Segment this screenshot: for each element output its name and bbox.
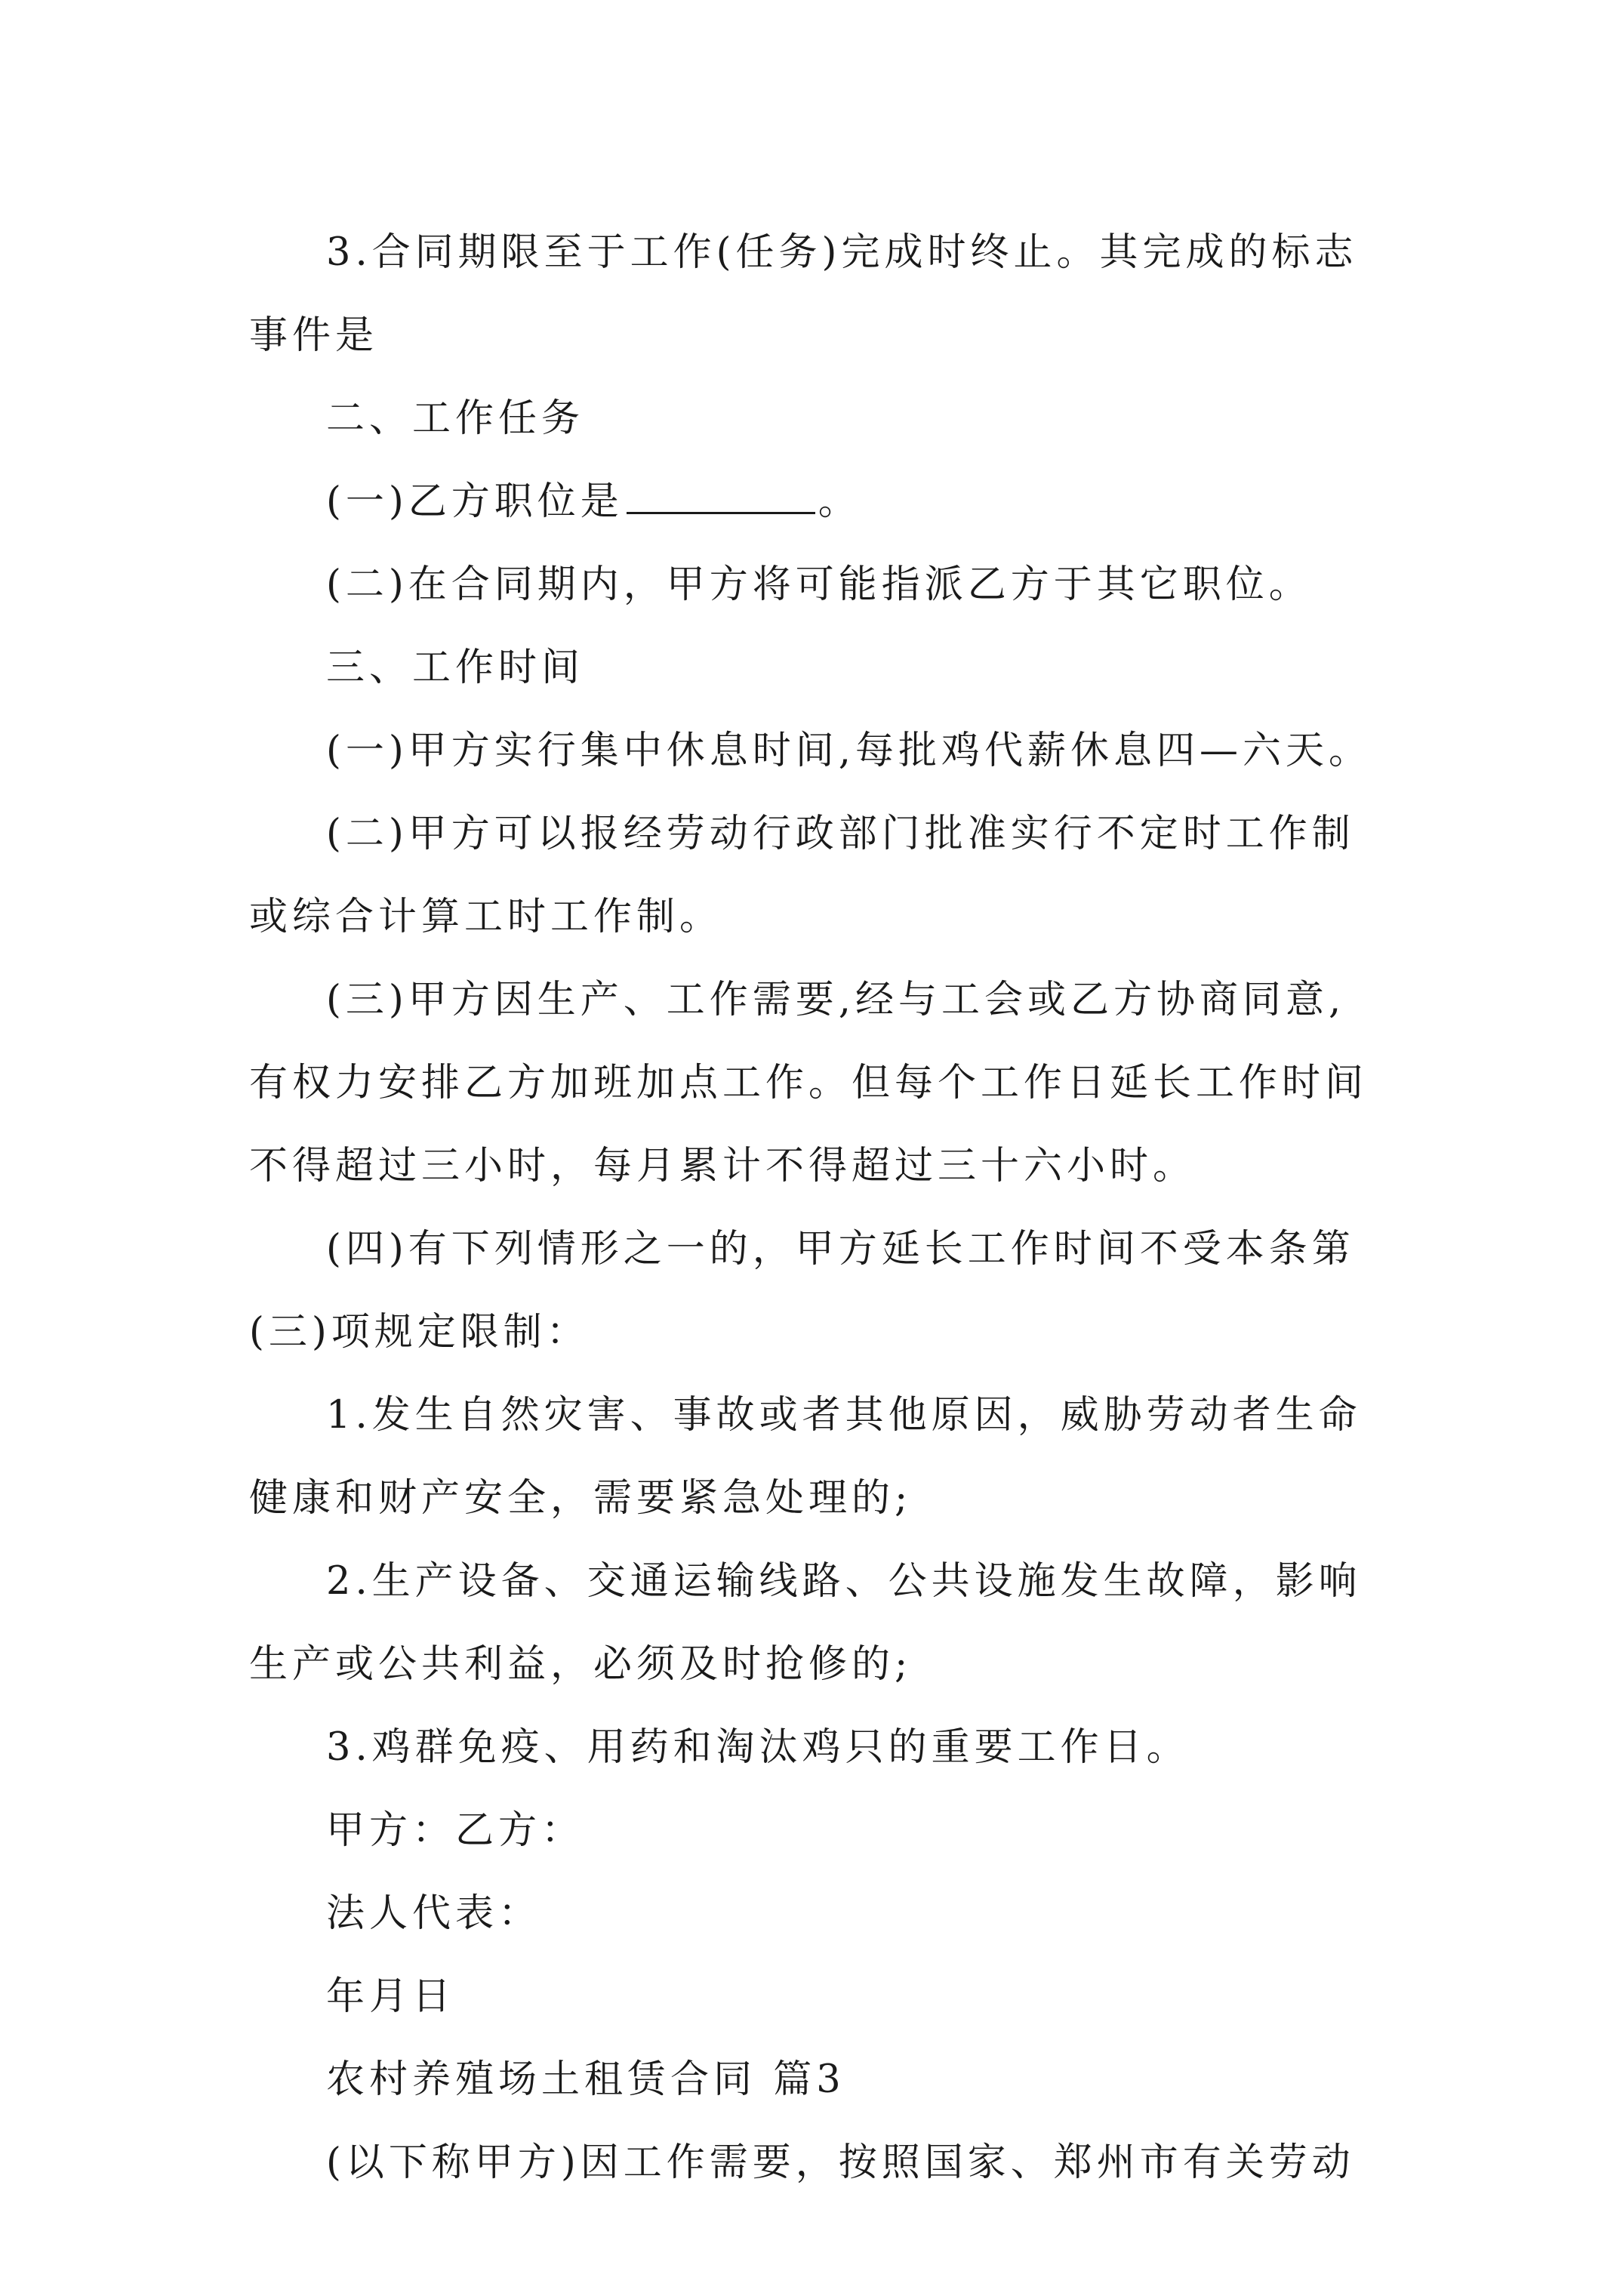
paragraph-flexible-hours: (二)甲方可以报经劳动行政部门批准实行不定时工作制或综合计算工时工作制。: [249, 812, 1355, 939]
list-item-flock-workdays: 3.鸡群免疫、用药和淘汰鸡只的重要工作日。: [326, 1725, 1190, 1770]
document-body: [249, 211, 1381, 2205]
paragraph-contract-term-end: 3.合同期限至于工作(任务)完成时终止。其完成的标志事件是: [249, 230, 1358, 358]
signature-date: 年月日: [326, 1974, 456, 2019]
heading-work-hours: 三、工作时间: [326, 646, 585, 690]
paragraph-intro: (以下称甲方)因工作需要，按照国家、郑州市有关劳动: [326, 2140, 1355, 2185]
position-blank-line: [627, 473, 815, 514]
paragraph-overtime: (三)甲方因生产、工作需要,经与工会或乙方协商同意,有权力安排乙方加班加点工作。但每个工作日延长工作时间不得超过三小时，每月累计不得超过三十六小时。: [249, 978, 1369, 1188]
paragraph-overtime-exceptions: (四)有下列情形之一的，甲方延长工作时间不受本条第(三)项规定限制：: [249, 1227, 1355, 1354]
list-item-disaster: 1.发生自然灾害、事故或者其他原因，威胁劳动者生命健康和财产安全，需要紧急处理的;: [249, 1393, 1362, 1521]
heading-work-task: 二、工作任务: [326, 396, 585, 441]
signature-legal-rep: 法人代表：: [326, 1891, 542, 1936]
paragraph-position: [249, 461, 1381, 544]
position-period: 。: [818, 479, 861, 524]
position-label: (一)乙方职位是: [326, 479, 624, 524]
signature-parties: 甲方：乙方：: [326, 1808, 585, 1853]
paragraph-rest-time: (一)甲方实行集中休息时间,每批鸡代薪休息四—六天。: [326, 729, 1372, 773]
list-item-equipment-failure: 2.生产设备、交通运输线路、公共设施发生故障，影响生产或公共利益，必须及时抢修的;: [249, 1559, 1362, 1687]
paragraph-reassignment: (二)在合同期内，甲方将可能指派乙方于其它职位。: [326, 562, 1312, 607]
section-title: 农村养殖场土租赁合同 篇3: [326, 2057, 845, 2102]
